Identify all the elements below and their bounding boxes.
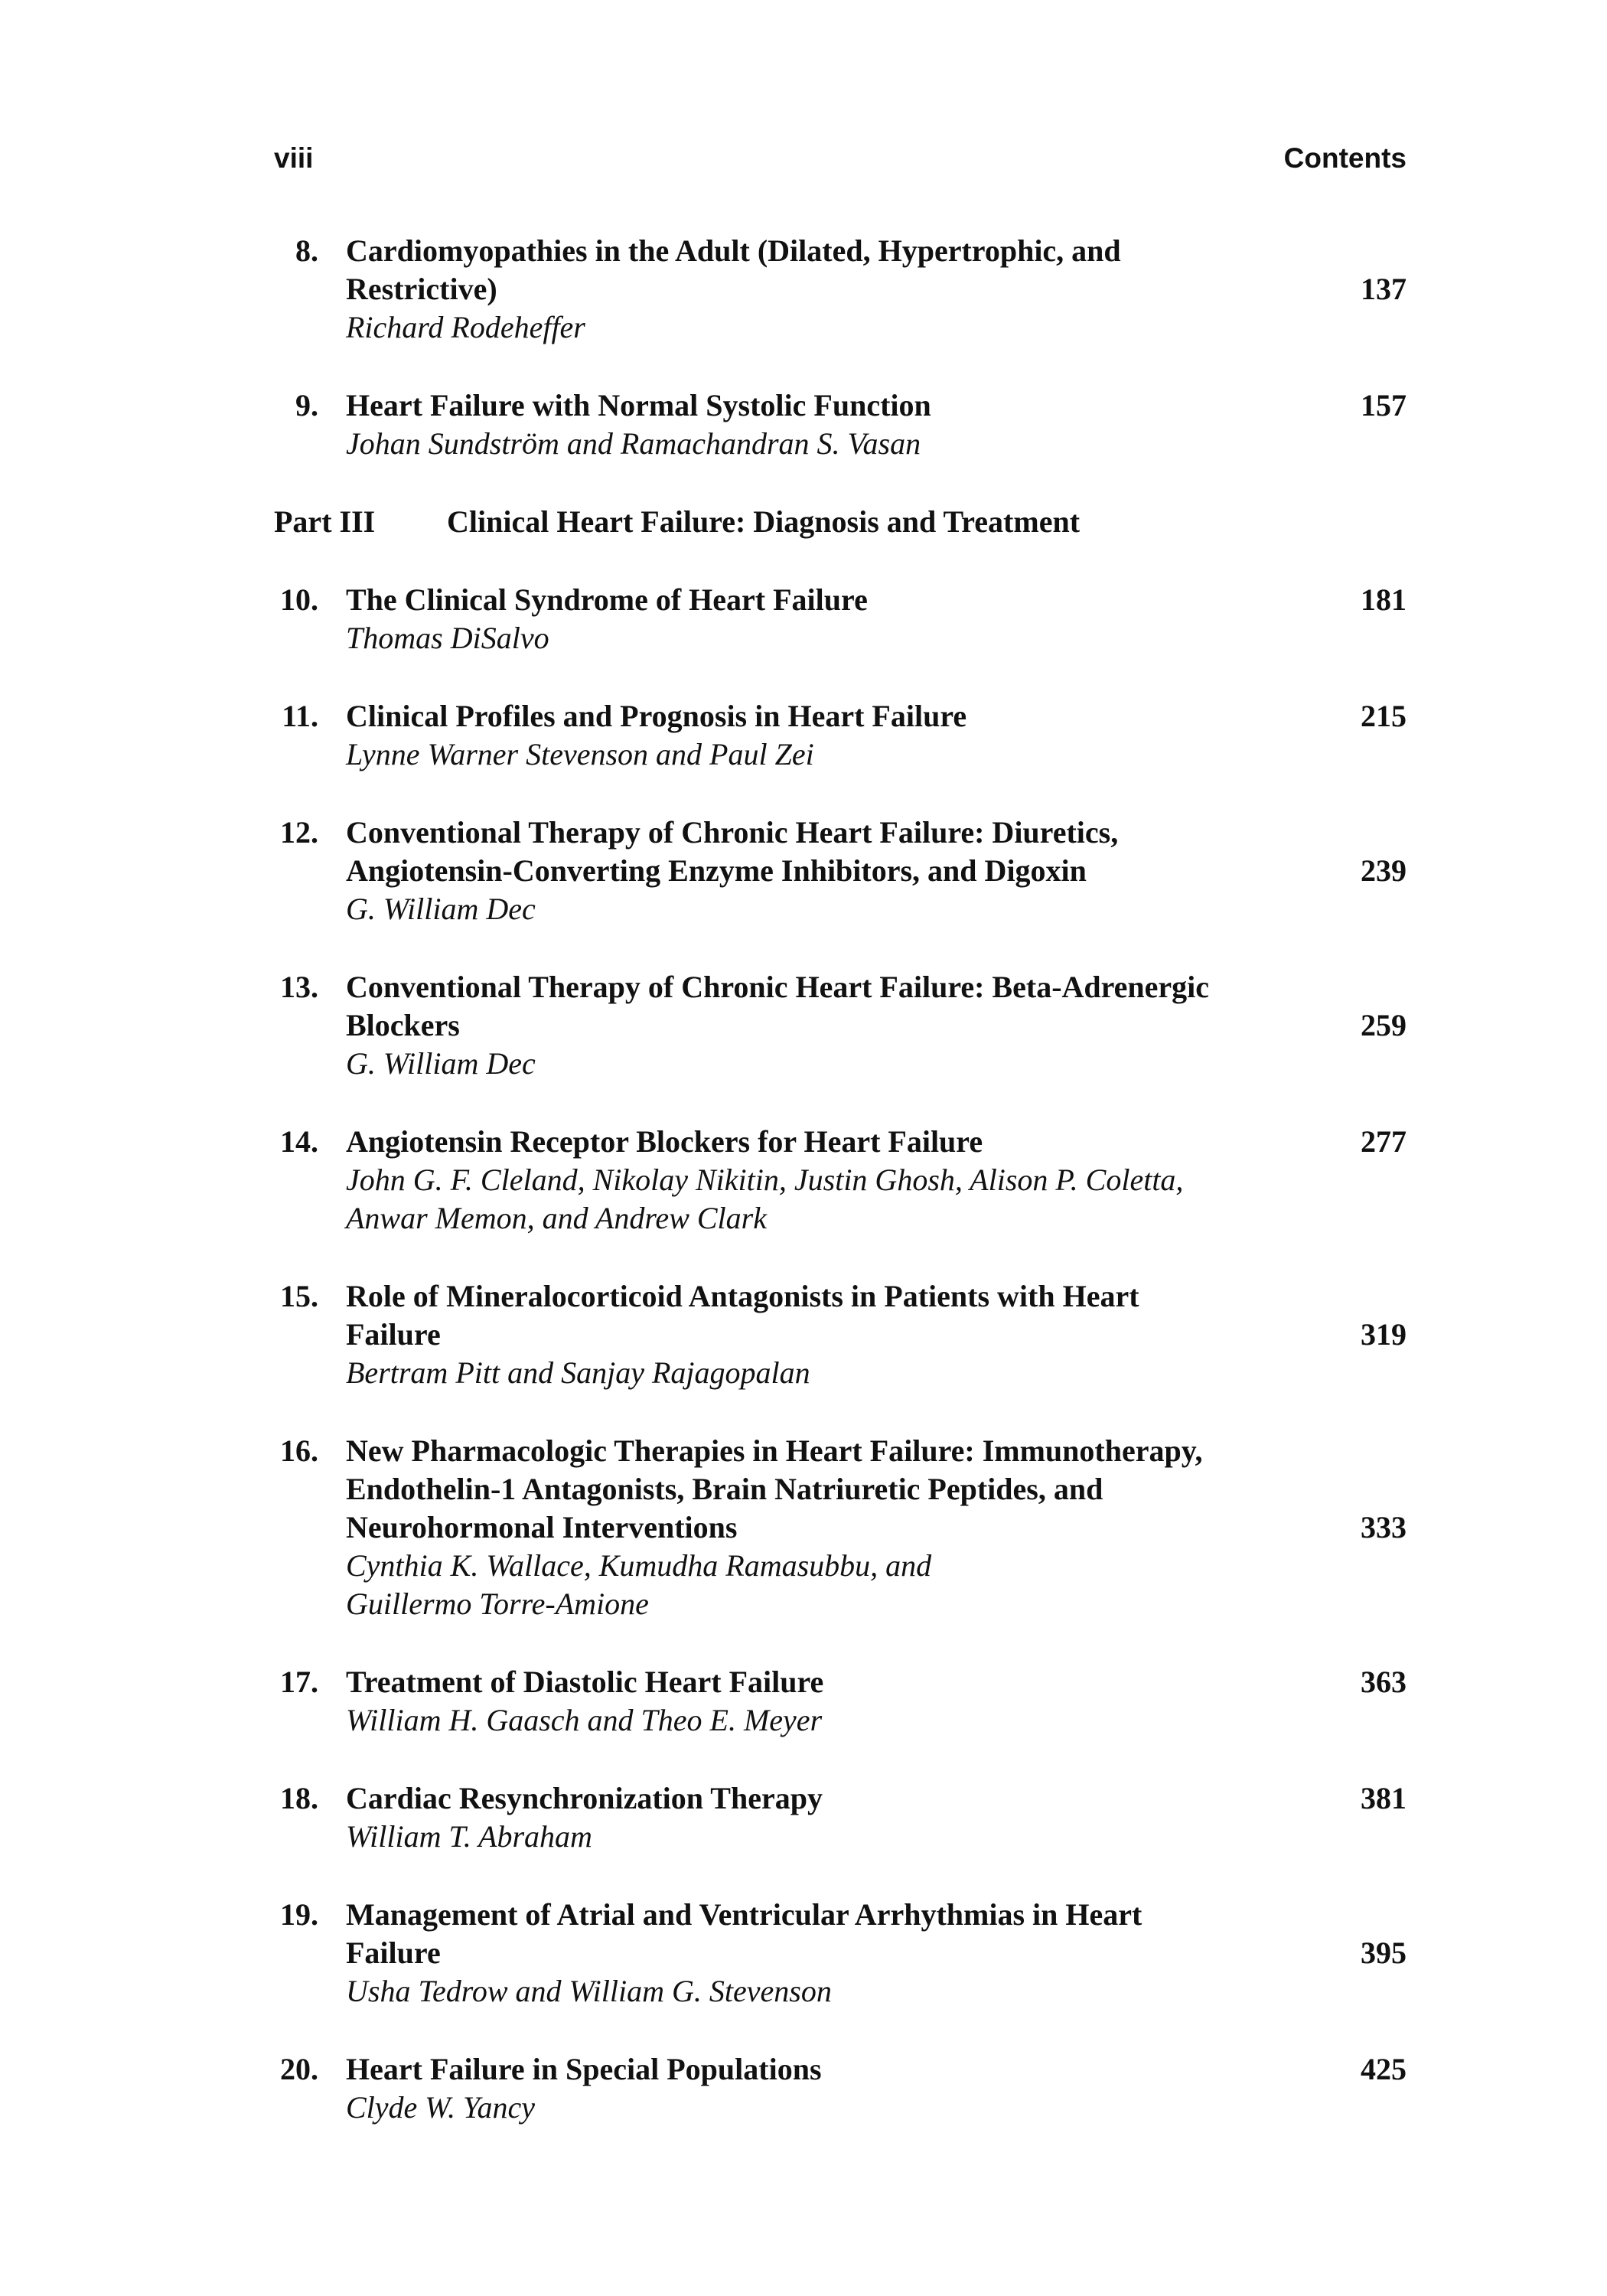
toc-entry — [274, 1896, 1407, 2011]
chapter-authors-line: John G. F. Cleland, Nikolay Nikitin, Justin Ghosh, Alison P. Coletta, — [346, 1163, 1184, 1197]
chapter-title — [346, 1896, 1341, 1972]
chapter-page-number: 157 — [1361, 388, 1407, 422]
chapter-number: 9. — [295, 388, 318, 422]
chapter-number: 8. — [295, 233, 318, 268]
chapter-title-line: Failure — [346, 1936, 441, 1970]
chapter-title-line: Treatment of Diastolic Heart Failure — [346, 1665, 824, 1699]
chapter-number: 19. — [280, 1897, 318, 1932]
section-title: Contents — [1283, 142, 1407, 174]
toc-entry — [274, 1663, 1407, 1740]
chapter-number: 17. — [280, 1665, 318, 1699]
chapter-title-line: Cardiomyopathies in the Adult (Dilated, Hypertrophic, and — [346, 233, 1121, 268]
chapter-title-line: Angiotensin-Converting Enzyme Inhibitors, and Digoxin — [346, 853, 1087, 888]
table-of-contents — [274, 232, 1407, 2167]
chapter-title — [346, 968, 1341, 1045]
chapter-page-number: 181 — [1361, 582, 1407, 617]
chapter-title — [346, 581, 1341, 619]
chapter-authors-line: Guillermo Torre-Amione — [346, 1587, 649, 1621]
chapter-title — [346, 2050, 1341, 2089]
chapter-page-number: 425 — [1361, 2052, 1407, 2086]
chapter-number: 10. — [280, 582, 318, 617]
chapter-title-line: Management of Atrial and Ventricular Arrhythmias in Heart — [346, 1897, 1143, 1932]
chapter-authors-line: G. William Dec — [346, 1046, 536, 1081]
chapter-authors-line: Richard Rodeheffer — [346, 310, 585, 344]
chapter-authors-line: Clyde W. Yancy — [346, 2090, 536, 2125]
chapter-number: 16. — [280, 1433, 318, 1468]
chapter-authors-line: Lynne Warner Stevenson and Paul Zei — [346, 737, 814, 771]
chapter-authors-line: Bertram Pitt and Sanjay Rajagopalan — [346, 1355, 810, 1390]
chapter-page-number: 395 — [1361, 1936, 1407, 1970]
chapter-title-line: Cardiac Resynchronization Therapy — [346, 1781, 823, 1815]
toc-entry — [274, 1779, 1407, 1856]
chapter-number: 15. — [280, 1279, 318, 1313]
chapter-page-number: 363 — [1361, 1665, 1407, 1699]
running-head — [274, 142, 1407, 181]
part-title: Clinical Heart Failure: Diagnosis and Treatment — [447, 504, 1081, 539]
chapter-title — [346, 1432, 1341, 1547]
chapter-authors-line: G. William Dec — [346, 892, 536, 926]
toc-entry — [274, 1277, 1407, 1392]
chapter-number: 18. — [280, 1781, 318, 1815]
chapter-title-line: Role of Mineralocorticoid Antagonists in Patients with Heart — [346, 1279, 1139, 1313]
chapter-authors — [346, 1547, 1341, 1623]
chapter-title — [346, 1663, 1341, 1701]
toc-entry — [274, 814, 1407, 928]
chapter-authors — [346, 1972, 1341, 2011]
toc-entry — [274, 2050, 1407, 2127]
chapter-authors — [346, 1354, 1341, 1392]
chapter-page-number: 137 — [1361, 272, 1407, 306]
chapter-authors — [346, 308, 1341, 347]
chapter-title-line: Endothelin-1 Antagonists, Brain Natriuretic Peptides, and — [346, 1472, 1103, 1506]
chapter-title-line: Angiotensin Receptor Blockers for Heart Failure — [346, 1124, 983, 1159]
chapter-title-line: Heart Failure with Normal Systolic Function — [346, 388, 931, 422]
toc-entry — [274, 581, 1407, 657]
chapter-authors — [346, 619, 1341, 657]
toc-entry — [274, 1432, 1407, 1623]
chapter-authors-line: Johan Sundström and Ramachandran S. Vasan — [346, 426, 921, 461]
chapter-page-number: 333 — [1361, 1510, 1407, 1544]
chapter-authors — [346, 1161, 1341, 1238]
chapter-authors — [346, 890, 1341, 928]
chapter-title-line: New Pharmacologic Therapies in Heart Failure: Immunotherapy, — [346, 1433, 1203, 1468]
chapter-authors — [346, 1818, 1341, 1856]
chapter-title-line: Clinical Profiles and Prognosis in Heart Failure — [346, 699, 967, 733]
chapter-authors — [346, 2089, 1341, 2127]
chapter-page-number: 239 — [1361, 853, 1407, 888]
part-label: Part III — [274, 504, 376, 539]
chapter-authors-line: Cynthia K. Wallace, Kumudha Ramasubbu, and — [346, 1548, 932, 1583]
chapter-page-number: 319 — [1361, 1317, 1407, 1352]
chapter-page-number: 259 — [1361, 1008, 1407, 1042]
chapter-page-number: 381 — [1361, 1781, 1407, 1815]
chapter-title-line: Conventional Therapy of Chronic Heart Failure: Beta-Adrenergic — [346, 970, 1210, 1004]
toc-entry — [274, 1123, 1407, 1238]
chapter-title — [346, 1277, 1341, 1354]
chapter-authors — [346, 425, 1341, 463]
chapter-authors-line: Usha Tedrow and William G. Stevenson — [346, 1974, 832, 2008]
chapter-title-line: Blockers — [346, 1008, 460, 1042]
chapter-number: 13. — [280, 970, 318, 1004]
chapter-authors-line: William H. Gaasch and Theo E. Meyer — [346, 1703, 823, 1737]
chapter-page-number: 215 — [1361, 699, 1407, 733]
page-numeral: viii — [274, 142, 314, 174]
chapter-number: 20. — [280, 2052, 318, 2086]
chapter-title-line: The Clinical Syndrome of Heart Failure — [346, 582, 868, 617]
chapter-authors-line: Thomas DiSalvo — [346, 621, 549, 655]
toc-entry — [274, 232, 1407, 347]
toc-entry — [274, 968, 1407, 1083]
toc-entry — [274, 697, 1407, 774]
chapter-title — [346, 814, 1341, 890]
chapter-title-line: Conventional Therapy of Chronic Heart Failure: Diuretics, — [346, 815, 1119, 850]
chapter-title — [346, 1123, 1341, 1161]
chapter-authors — [346, 1045, 1341, 1083]
chapter-authors-line: Anwar Memon, and Andrew Clark — [346, 1201, 767, 1235]
chapter-authors — [346, 1701, 1341, 1740]
chapter-number: 11. — [282, 699, 318, 733]
chapter-title-line: Failure — [346, 1317, 441, 1352]
chapter-authors-line: William T. Abraham — [346, 1819, 592, 1854]
chapter-title — [346, 232, 1341, 308]
chapter-title — [346, 697, 1341, 735]
chapter-title-line: Heart Failure in Special Populations — [346, 2052, 822, 2086]
toc-entry — [274, 386, 1407, 463]
chapter-title — [346, 1779, 1341, 1818]
part-heading — [274, 503, 1407, 541]
chapter-title-line: Neurohormonal Interventions — [346, 1510, 738, 1544]
chapter-authors — [346, 735, 1341, 774]
chapter-title — [346, 386, 1341, 425]
chapter-number: 12. — [280, 815, 318, 850]
chapter-number: 14. — [280, 1124, 318, 1159]
chapter-page-number: 277 — [1361, 1124, 1407, 1159]
chapter-title-line: Restrictive) — [346, 272, 497, 306]
